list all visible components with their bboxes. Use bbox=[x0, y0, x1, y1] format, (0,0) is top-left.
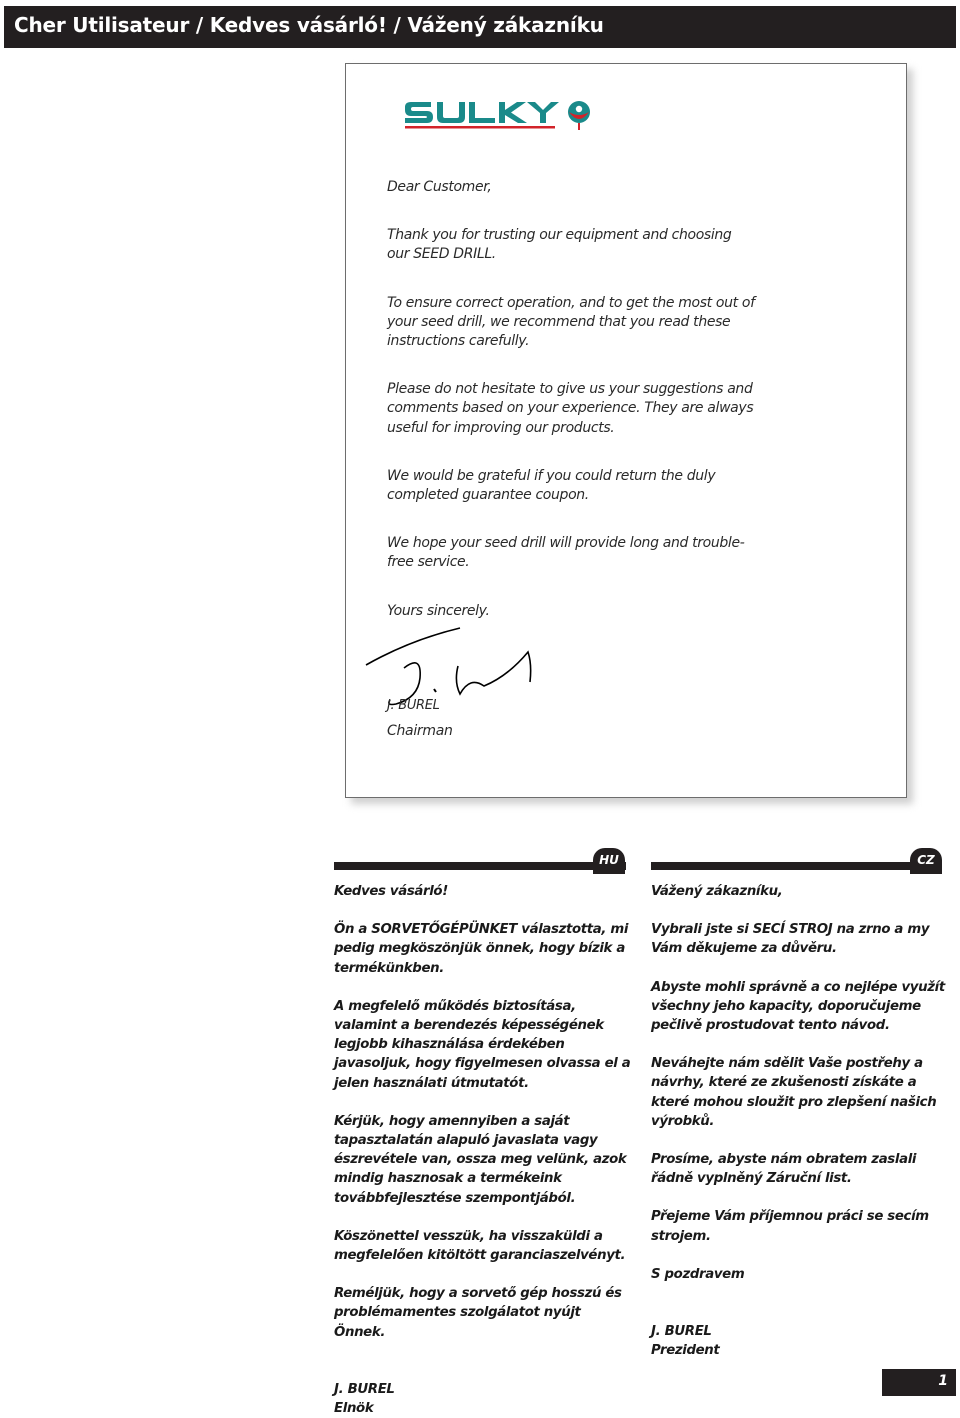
hu-signer-title: Elnök bbox=[334, 1401, 374, 1417]
letter-paragraph: Please do not hesitate to give us your suggestions and comments based on your experience. They are always useful for improving our products. bbox=[387, 381, 754, 436]
signer-name: J. BUREL bbox=[387, 698, 440, 713]
lang-tab-hu: HU bbox=[593, 848, 625, 874]
logo-letter-u bbox=[437, 102, 465, 123]
cz-paragraph: Neváhejte nám sdělit Vaše postřehy a návrhy, které ze zkušenosti získáte a které mohou sloužit pro zlepšení našich výrobků. bbox=[651, 1056, 937, 1129]
letter-paragraph: Dear Customer, bbox=[387, 179, 492, 195]
cz-paragraph: Prosíme, abyste nám obratem zaslali řádně vyplněný Záruční list. bbox=[651, 1152, 917, 1187]
hu-paragraph: Reméljük, hogy a sorvető gép hosszú és problémamentes szolgálatot nyújt Önnek. bbox=[334, 1286, 622, 1340]
letter-paragraph: Thank you for trusting our equipment and choosing our SEED DRILL. bbox=[387, 227, 732, 263]
page-number-box bbox=[882, 1369, 956, 1396]
signer-title: Chairman bbox=[387, 723, 453, 739]
page-number: 1 bbox=[938, 1373, 948, 1389]
cz-paragraph: Přejeme Vám příjemnou práci se secím strojem. bbox=[651, 1209, 929, 1244]
section-rule bbox=[334, 862, 626, 870]
hu-paragraph: Köszönettel vesszük, ha visszaküldi a megfelelően kitöltött garanciaszelvényt. bbox=[334, 1228, 626, 1264]
cz-paragraph: Vážený zákazníku, bbox=[651, 884, 783, 899]
cz-paragraph: Abyste mohli správně a co nejlépe využít všechny jeho kapacity, doporučujeme pečlivě prostudovat tento návod. bbox=[651, 979, 945, 1034]
letter-paragraph: We would be grateful if you could return the duly completed guarantee coupon. bbox=[387, 467, 716, 504]
letter-paragraph: Yours sincerely. bbox=[387, 602, 490, 619]
cz-signer-name: J. BUREL bbox=[651, 1324, 712, 1340]
logo-letter-l bbox=[469, 102, 495, 123]
letter-paragraph: To ensure correct operation, and to get the most out of your seed drill, we recommend that you read these instructions carefully. bbox=[387, 294, 755, 350]
section-rule bbox=[651, 862, 913, 870]
hu-paragraph: A megfelelő működés biztosítása, valamint a berendezés képességének legjobb kihasználása érdekében javasoljuk, hogy figyelmesen olvassa el a jelen használati útmutatót. bbox=[334, 998, 631, 1091]
sulky-logo bbox=[403, 98, 593, 132]
letter-card bbox=[345, 63, 907, 798]
cz-paragraph: Vybrali jste si SECÍ STROJ na zrno a my Vám děkujeme za důvěru. bbox=[651, 922, 930, 957]
page-title: Cher Utilisateur / Kedves vásárló! / Vážený zákazníku bbox=[14, 13, 604, 37]
cz-text bbox=[651, 882, 951, 1360]
logo-underline bbox=[405, 126, 555, 129]
cz-signer-title: Prezident bbox=[651, 1343, 720, 1359]
logo-letter-y bbox=[527, 102, 559, 123]
letter-body bbox=[387, 178, 757, 650]
letter-paragraph: We hope your seed drill will provide long and trouble-free service. bbox=[387, 535, 745, 571]
logo-letter-k bbox=[499, 102, 527, 123]
logo-letter-s bbox=[405, 102, 433, 123]
hu-paragraph: Ön a SORVETŐGÉPÜNKET választotta, mi pedig megköszönjük önnek, hogy bízik a termékünkben. bbox=[334, 922, 629, 976]
hu-paragraph: Kedves vásárló! bbox=[334, 884, 448, 899]
hu-signer-name: J. BUREL bbox=[334, 1381, 395, 1397]
cz-paragraph: S pozdravem bbox=[651, 1266, 745, 1282]
hu-paragraph: Kérjük, hogy amennyiben a saját tapasztalatán alapuló javaslata vagy észrevétele van, ossza meg velünk, azok mindig hasznosak a termékeink továbbfejlesztése szempontjából. bbox=[334, 1113, 627, 1206]
lang-tab-cz: CZ bbox=[910, 848, 942, 874]
page-header-bar bbox=[4, 6, 956, 48]
hu-text bbox=[334, 882, 634, 1418]
